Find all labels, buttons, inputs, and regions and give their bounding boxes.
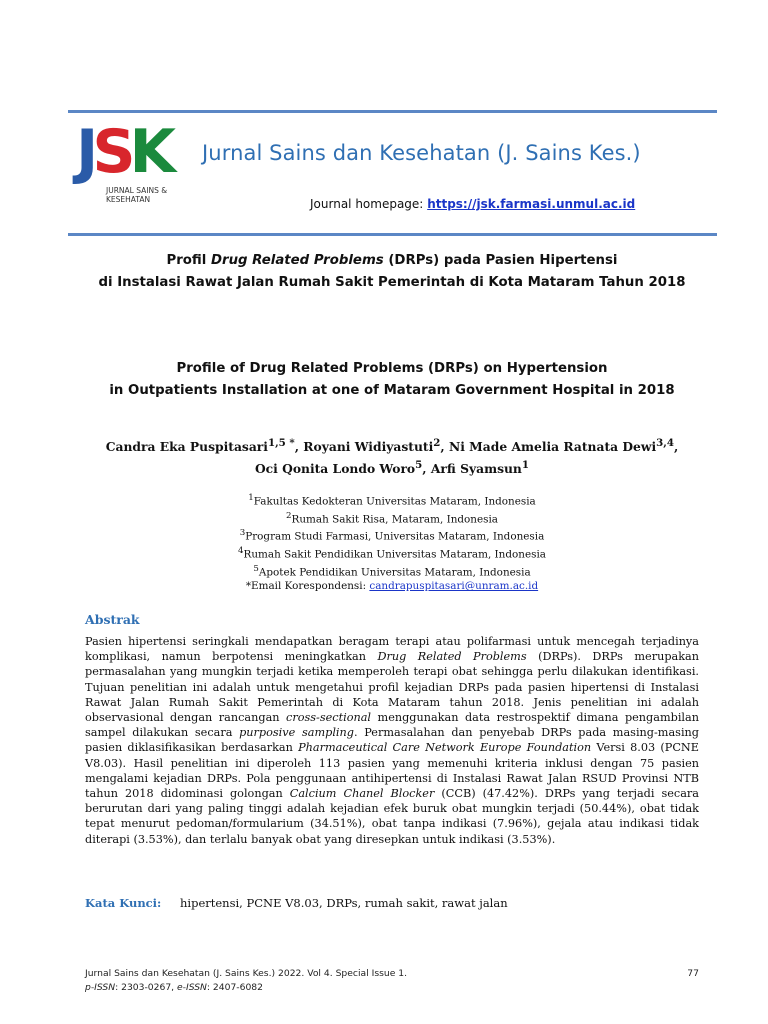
- affiliation-item: $^5$Apotek Pendidikan Universitas Mataram, Indonesia: [253, 563, 531, 579]
- author-line-2: Oci Qonita Londo Woro$^5$, Arfi Syamsun$^1$: [254, 459, 530, 477]
- title-en-line-1: Profile of Drug Related Problems (DRPs) on Hypertension: [176, 361, 608, 376]
- author-line-1: Candra Eka Puspitasari$^{1,5 *}$, Royani Widiyastuti$^2$, Ni Made Amelia Ratnata Dewi$^{3,4}$,: [105, 437, 679, 455]
- author-affiliation-sup: 5: [415, 459, 423, 472]
- affiliation-item: $^4$Rumah Sakit Pendidikan Universitas Mataram, Indonesia: [238, 546, 546, 561]
- footer-issn: p-ISSN: 2303-0267, e-ISSN: 2407-6082: [85, 982, 264, 993]
- journal-title: Jurnal Sains dan Kesehatan (J. Sains Kes.): [202, 141, 641, 165]
- author-name: Ni Made Amelia Ratnata Dewi: [448, 439, 657, 455]
- article-title-indonesian: [40, 250, 744, 294]
- title-id-line-1: Profil Drug Related Problems (DRPs) pada Pasien Hipertensi: [166, 253, 618, 268]
- affiliation-item: $^3$Program Studi Farmasi, Universitas Mataram, Indonesia: [239, 528, 545, 543]
- homepage-label: Journal homepage:: [310, 197, 424, 211]
- abstract-heading: Abstrak: [85, 612, 140, 627]
- author-name: Oci Qonita Londo Woro: [254, 461, 416, 477]
- keywords-value: hipertensi, PCNE V8.03, DRPs, rumah sakit, rawat jalan: [180, 896, 508, 910]
- author-list: [40, 434, 744, 478]
- correspondence-email-link[interactable]: candrapuspitasari@unram.ac.id: [369, 580, 539, 593]
- journal-homepage: [310, 197, 635, 211]
- page-number: 77: [687, 968, 699, 979]
- author-affiliation-sup: 3,4: [656, 437, 674, 449]
- affiliation-list: [200, 491, 584, 594]
- keywords: [85, 896, 508, 910]
- author-name: Arfi Syamsun: [430, 461, 522, 477]
- author-affiliation-sup: 2: [433, 437, 441, 449]
- author-affiliation-sup: 1: [521, 459, 530, 472]
- header-bottom-rule: [68, 233, 717, 236]
- logo-subtitle: JURNAL SAINS & KESEHATAN: [106, 186, 168, 204]
- keywords-label: Kata Kunci:: [85, 896, 162, 910]
- author-affiliation-sup: 1,5 *: [267, 437, 295, 449]
- article-title-english: [40, 358, 744, 402]
- author-name: Royani Widiyastuti: [303, 439, 434, 455]
- footer-citation: Jurnal Sains dan Kesehatan (J. Sains Kes.) 2022. Vol 4. Special Issue 1.: [85, 968, 408, 979]
- abstract-body: Pasien hipertensi seringkali mendapatkan beragam terapi atau polifarmasi untuk mencegah terjadinya komplikasi, namun berpotensi meningkatkan Drug Related Problems (DRPs). DRPs merupakan permasalahan yang mungkin terjadi ketika memperoleh terapi obat sehingga perlu dilakukan identifikasi. Tujuan penelitian ini adalah untuk mengetahui profil kejadian DRPs pada pasien hipertensi di Instalasi Rawat Jalan Rumah Sakit Pemerintah di Kota Mataram tahun 2018. Jenis penelitian ini adalah observasional dengan rancangan cross-sectional menggunakan data restrospektif dimana pengambilan sampel dilakukan secara purposive sampling. Permasalahan dan penyebab DRPs pada masing-masing pasien diklasifikasikan berdasarkan Pharmaceutical Care Network Europe Foundation Versi 8.03 (PCNE V8.03). Hasil penelitian ini diperoleh 113 pasien yang memenuhi kriteria inklusi dengan 75 pasien mengalami kejadian DRPs. Pola penggunaan antihipertensi di Instalasi Rawat Jalan RSUD Provinsi NTB tahun 2018 didominasi golongan Calcium Chanel Blocker (CCB) (47.42%). DRPs yang terjadi secara berurutan dari yang paling tinggi adalah kejadian efek buruk obat mungkin terjadi (50.44%), obat tidak tepat menurut pedoman/formularium (34.51%), obat tanpa indikasi (7.96%), gejala atau indikasi tidak diterapi (3.53%), dan terlalu banyak obat yang diresepkan untuk indikasi (3.53%).: [85, 635, 699, 846]
- page-footer: [85, 967, 699, 995]
- affiliation-item: $^2$Rumah Sakit Risa, Mataram, Indonesia: [286, 510, 498, 526]
- header-top-rule: [68, 110, 717, 113]
- logo-letters: JSK: [76, 117, 171, 187]
- title-id-line-2: di Instalasi Rawat Jalan Rumah Sakit Pemerintah di Kota Mataram Tahun 2018: [98, 275, 686, 290]
- correspondence: *Email Korespondensi: candrapuspitasari@unram.ac.id: [245, 580, 539, 593]
- author-name: Candra Eka Puspitasari: [105, 439, 268, 455]
- affiliation-item: $^1$Fakultas Kedokteran Universitas Mataram, Indonesia: [248, 493, 536, 508]
- title-en-line-2: in Outpatients Installation at one of Mataram Government Hospital in 2018: [109, 383, 675, 398]
- homepage-link[interactable]: https://jsk.farmasi.unmul.ac.id: [427, 197, 636, 211]
- journal-logo: [76, 117, 188, 216]
